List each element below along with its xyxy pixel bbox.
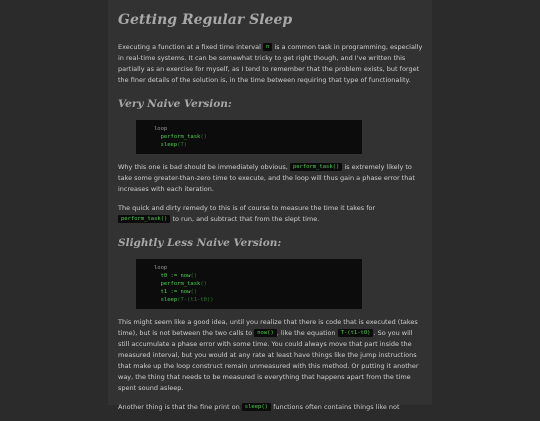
inline-code: T-(t1-t0) (338, 329, 374, 337)
explanation-paragraph-1: Why this one is bad should be immediately obvious, perform_task() is extremely likely to take some greater-than-zero time to execute, and the loop will thus gain a phase error that increases with each iteration. (118, 163, 415, 193)
article-content (118, 12, 424, 421)
code-line: t1 := now() (160, 289, 198, 295)
intro-paragraph (118, 42, 424, 86)
inline-code: n (263, 43, 272, 51)
code-line: sleep(T-(t1-t0)) (160, 297, 214, 303)
code-call: perform_task (160, 134, 201, 140)
code-block-less-naive (136, 259, 362, 309)
explanation-paragraph-2: The quick and dirty remedy to this is of course to measure the time it takes for perform_task() to run, and subtract that from the slept time. (118, 204, 376, 223)
article-page (108, 0, 432, 411)
code-call: sleep (160, 142, 178, 148)
code-line (154, 141, 362, 149)
explanation-paragraph-4: Another thing is that the fine print on sleep() functions often contains things like not (118, 403, 400, 411)
inline-code: now() (254, 329, 277, 337)
intro-text-1: Executing a function at a fixed time interval (118, 43, 261, 51)
inline-code: sleep() (242, 403, 271, 411)
page-title: Getting Regular Sleep (118, 12, 293, 28)
code-keyword: loop (154, 126, 168, 132)
code-line (154, 133, 362, 141)
inline-code: perform_task() (290, 163, 342, 171)
explanation-paragraph-3: This might seem like a good idea, until you realize that there is code that is executed (takes time), but is not between the two calls to now() , like the equation T-(t1-t0) . So you will still accumulate a phase error with some time. You could always move that part inside the measured interval, but you would at any rate at least have things like the jump instructions that make up the loop construct remain unmeasured with this method. Or putting it another way, the thing that needs to be measured is everything that happens apart from the time spent sound asleep. (118, 318, 419, 392)
inline-code: perform_task() (118, 215, 170, 223)
section-heading-less-naive: Slightly Less Naive Version: (118, 237, 282, 249)
section-heading-very-naive: Very Naive Version: (118, 98, 232, 110)
code-line: loop (154, 265, 168, 271)
code-line: perform_task() (160, 281, 207, 287)
code-line: t0 := now() (160, 273, 198, 279)
code-line (154, 125, 362, 133)
code-block-very-naive (136, 120, 362, 154)
code-args: () (200, 134, 207, 140)
code-args: (T) (177, 142, 188, 148)
intro-text-2: is a common task in programming, especially in real-time systems. It can be somewhat tricky to get right though, and I've written this partially as an exercise for myself, as I tend to remember that the problem exists, but forget the finer details of the solution is, in the time between requiring that type of functionality. (118, 43, 423, 84)
